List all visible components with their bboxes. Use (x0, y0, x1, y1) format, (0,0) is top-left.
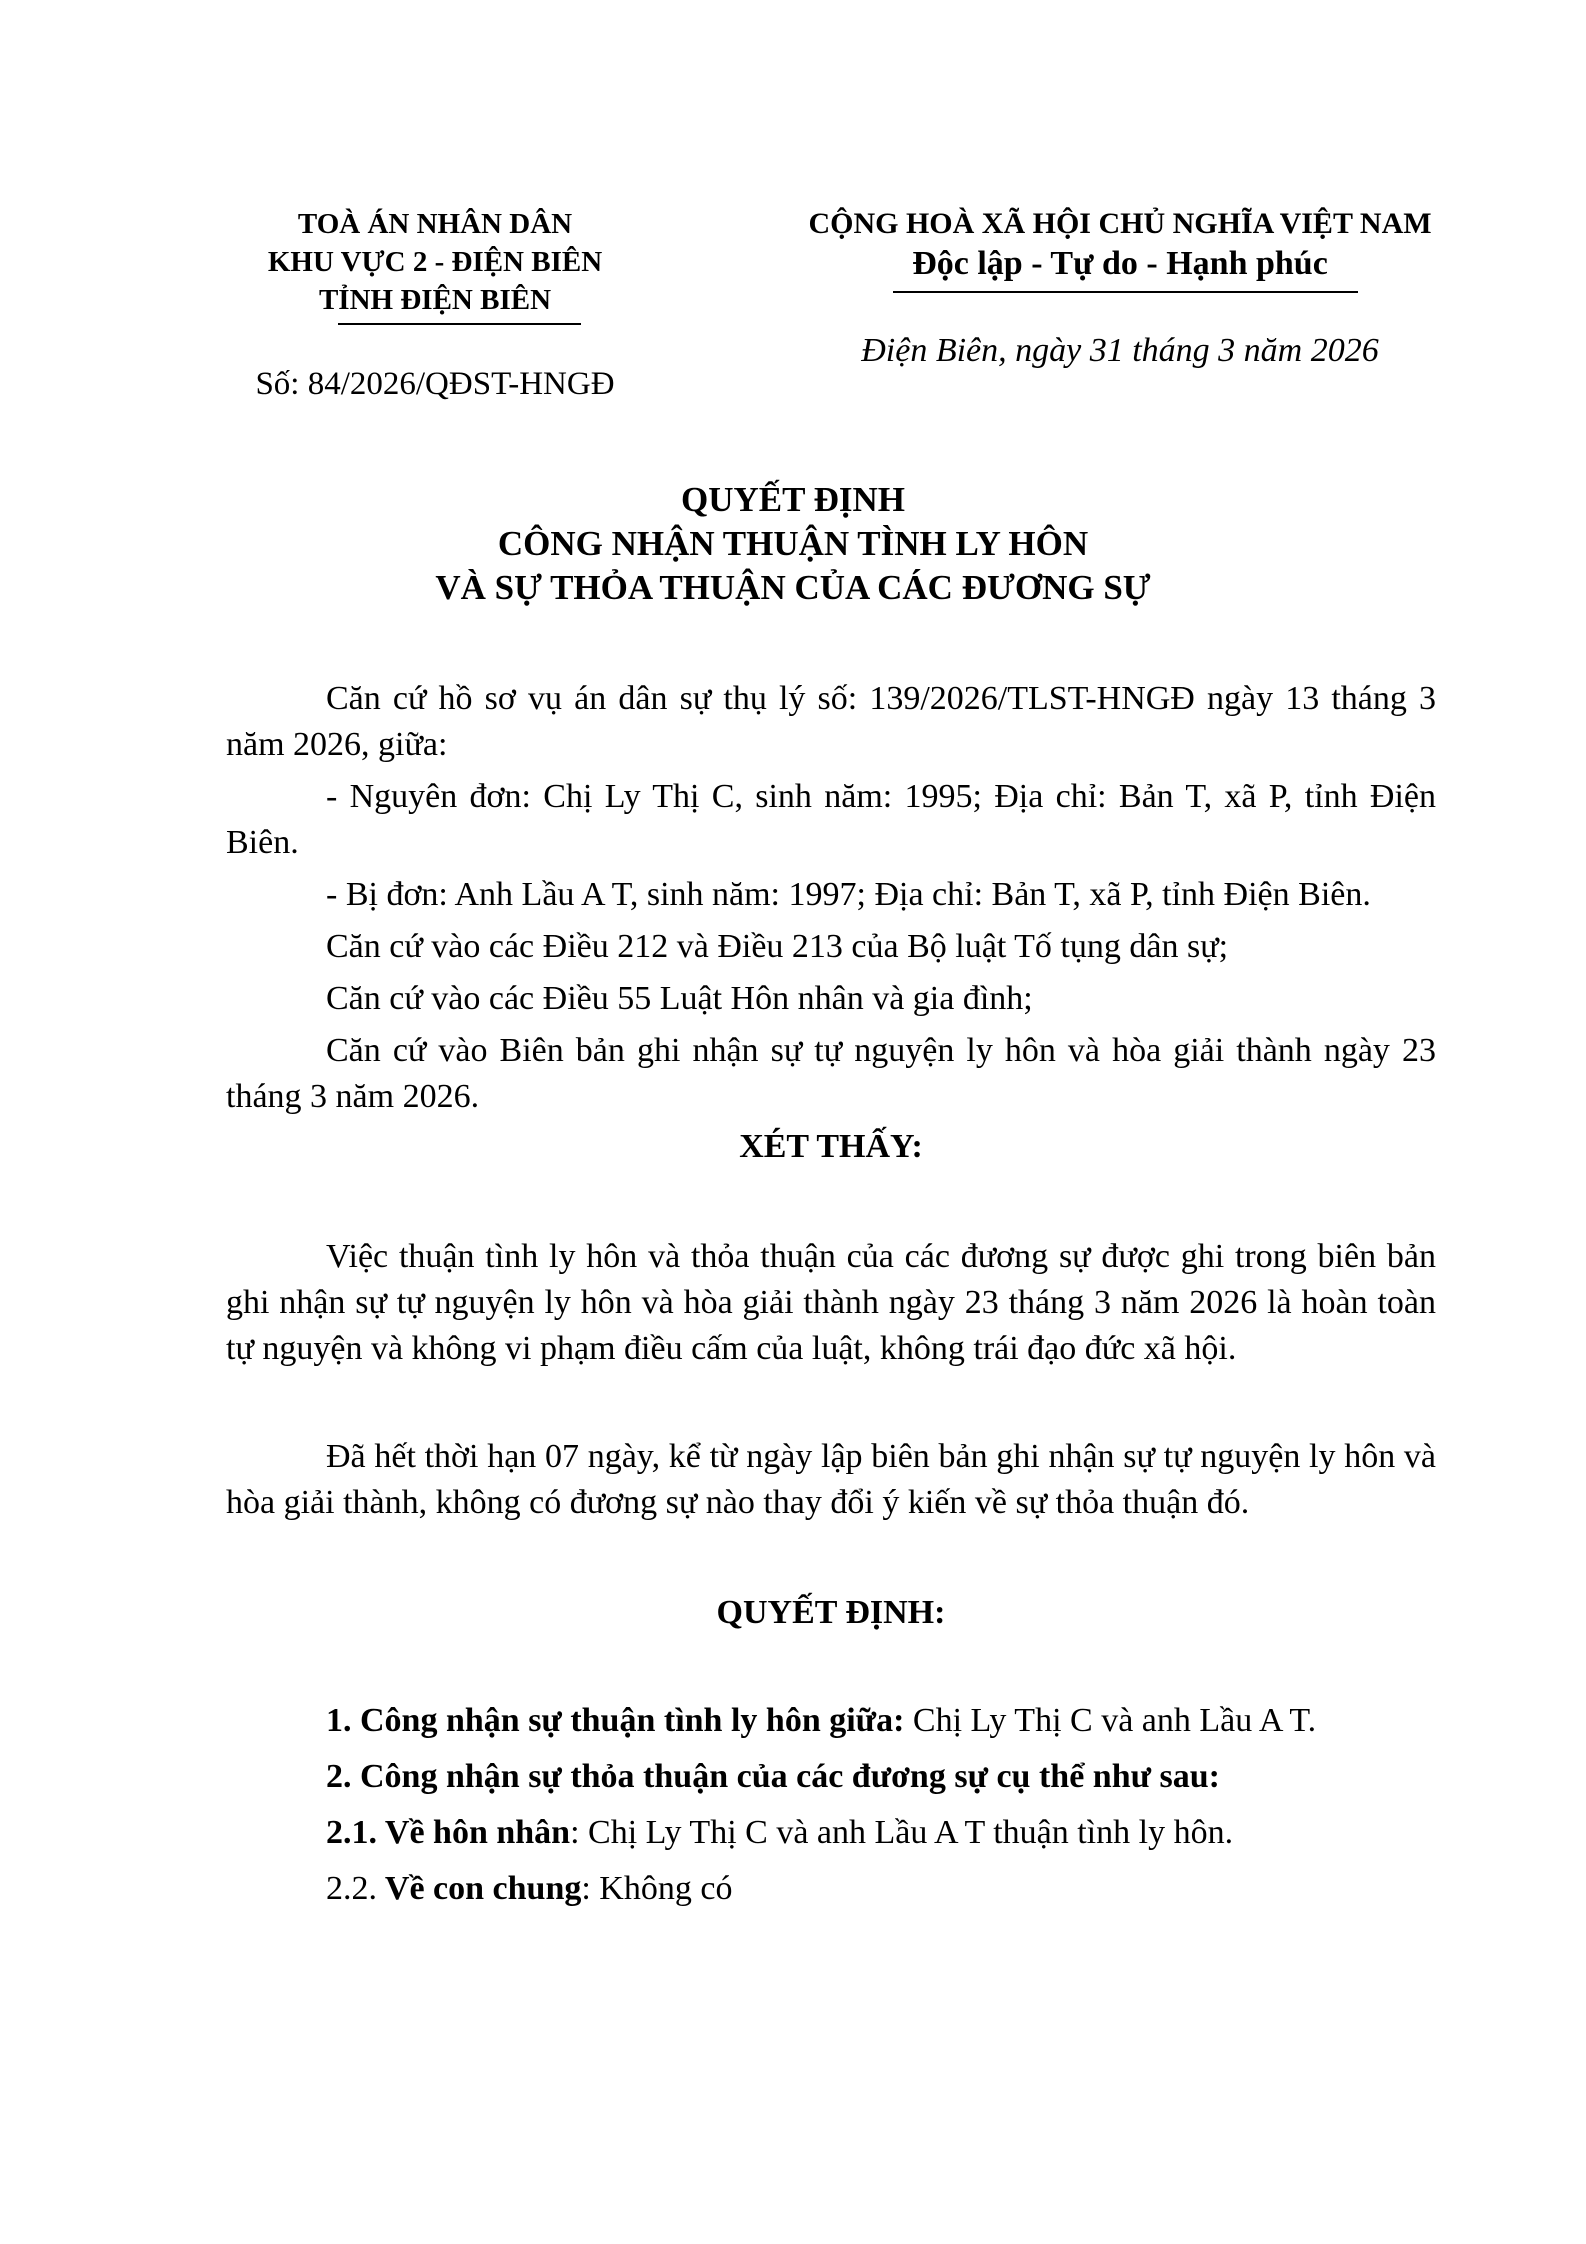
national-header (770, 205, 1470, 285)
findings-paragraph-2: Đã hết thời hạn 07 ngày, kể từ ngày lập biên bản ghi nhận sự tự nguyện ly hôn và hòa giải thành, không có đương sự nào thay đổi ý kiến về sự thỏa thuận đó. (226, 1438, 1436, 1521)
basis-marriage-law: Căn cứ vào các Điều 55 Luật Hôn nhân và gia đình; (326, 980, 1033, 1017)
document-number: Số: 84/2026/QĐST-HNGĐ (255, 366, 615, 402)
basis-record: Căn cứ vào Biên bản ghi nhận sự tự nguyện ly hôn và hòa giải thành ngày 23 tháng 3 năm 2026. (226, 1032, 1436, 1115)
national-title: CỘNG HOÀ XÃ HỘI CHỦ NGHĨA VIỆT NAM (808, 207, 1432, 240)
motto-underline (893, 291, 1358, 293)
decision-item-2-2-number: 2.2. (326, 1870, 377, 1907)
court-name-line3: TỈNH ĐIỆN BIÊN (318, 284, 552, 316)
findings-paragraph-1: Việc thuận tình ly hôn và thỏa thuận của các đương sự được ghi trong biên bản ghi nhận sự tự nguyện ly hôn và hòa giải thành ngày 23 tháng 3 năm 2026 là hoàn toàn tự nguyện và không vi phạm điều cấm của luật, không trái đạo đức xã hội. (226, 1238, 1436, 1367)
basis-plaintiff: - Nguyên đơn: Chị Ly Thị C, sinh năm: 1995; Địa chỉ: Bản T, xã P, tỉnh Điện Biên. (226, 778, 1436, 861)
decision-item-1-label: 1. Công nhận sự thuận tình ly hôn giữa: (326, 1702, 905, 1739)
document-title (0, 478, 1586, 610)
court-header (220, 205, 650, 319)
court-name-line2: KHU VỰC 2 - ĐIỆN BIÊN (267, 246, 603, 278)
document-body (226, 676, 1436, 1922)
title-line3: VÀ SỰ THỎA THUẬN CỦA CÁC ĐƯƠNG SỰ (435, 568, 1151, 607)
title-line1: QUYẾT ĐỊNH (681, 480, 905, 519)
decision-item-2-1-text: : Chị Ly Thị C và anh Lầu A T thuận tình ly hôn. (570, 1814, 1234, 1851)
findings-heading: XÉT THẤY: (739, 1128, 923, 1165)
basis-case-file: Căn cứ hồ sơ vụ án dân sự thụ lý số: 139/2026/TLST-HNGĐ ngày 13 tháng 3 năm 2026, giữa: (226, 680, 1436, 763)
decision-item-2 (226, 1754, 1436, 1800)
place-date: Điện Biên, ngày 31 tháng 3 năm 2026 (861, 332, 1379, 369)
basis-defendant: - Bị đơn: Anh Lầu A T, sinh năm: 1997; Địa chỉ: Bản T, xã P, tỉnh Điện Biên. (326, 876, 1371, 913)
decision-heading: QUYẾT ĐỊNH: (716, 1594, 946, 1631)
decision-item-2-1-number: 2.1. (326, 1814, 377, 1851)
decision-item-2-2-label: Về con chung (377, 1870, 582, 1907)
decision-item-2-label: 2. Công nhận sự thỏa thuận của các đương sự cụ thể như sau: (326, 1758, 1220, 1795)
court-header-underline (338, 323, 581, 325)
title-line2: CÔNG NHẬN THUẬN TÌNH LY HÔN (497, 524, 1089, 563)
decision-item-2-2-text: : Không có (581, 1870, 733, 1907)
decision-item-1-text: Chị Ly Thị C và anh Lầu A T. (904, 1702, 1317, 1739)
basis-civil-procedure: Căn cứ vào các Điều 212 và Điều 213 của Bộ luật Tố tụng dân sự; (326, 928, 1229, 965)
decision-item-2-1 (226, 1810, 1436, 1856)
decision-item-2-2 (226, 1866, 1436, 1912)
national-motto: Độc lập - Tự do - Hạnh phúc (912, 245, 1328, 282)
decision-item-1 (226, 1698, 1436, 1744)
decision-item-2-1-label: Về hôn nhân (377, 1814, 571, 1851)
court-name-line1: TOÀ ÁN NHÂN DÂN (297, 208, 573, 240)
